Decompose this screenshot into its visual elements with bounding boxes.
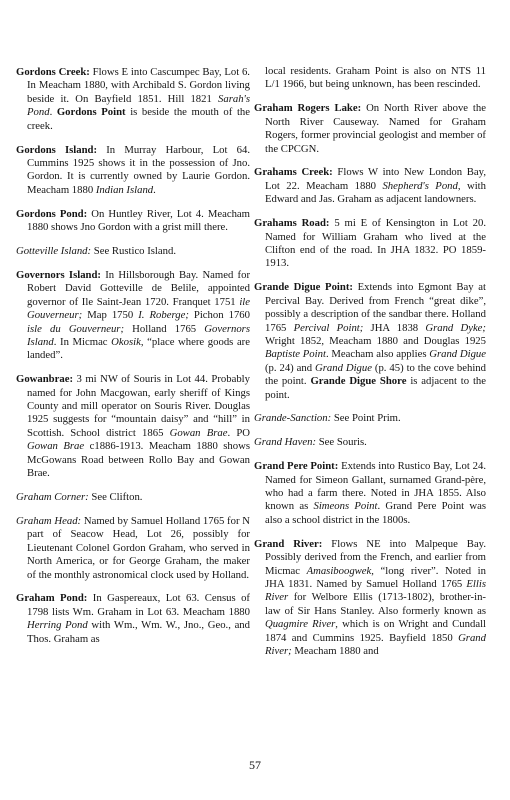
entry-text: . In Micmac (53, 335, 112, 348)
entry-graham-rogers-lake (254, 102, 486, 156)
entry-text: Flows E into Cascumpec Bay, Lot 6. In Meacham 1880, with Archibald S. Gordon living beside it. On Bayfield 1851. Hill 1821 (27, 66, 250, 105)
entry-headword: Grande Digue Shore (310, 375, 407, 388)
italic-name: Grand River; (265, 631, 486, 658)
entry-text: . Meacham also applies (325, 348, 430, 361)
entry-graham-head (16, 515, 250, 582)
italic-name: Ellis River (265, 578, 486, 604)
entry-text: On North River above the North River Causeway. Named for Graham Rogers, former provincial geologist and member of the CPCGN. (265, 102, 486, 155)
entry-text: , “place where goods are landed”. (27, 335, 250, 362)
entry-text: local residents. Graham Point is also on NTS 11 L/1 1966, but being unknown, has been rescinded. (265, 65, 486, 91)
italic-name: Simeons Point (313, 500, 378, 513)
entry-headword: Graham Pond: (16, 592, 88, 605)
entry-headword: Graham Rogers Lake: (254, 102, 362, 115)
entry-text: In Hillsborough Bay. Named for Robert David Gotteville de Belile, appointed governor of Ile Saint-Jean 1720. Franquet 1751 (27, 268, 250, 308)
italic-name: Amasiboogwek (306, 564, 372, 577)
entry-text: JHA 1838 (363, 321, 426, 334)
entry-graham-pond-continued (254, 65, 486, 92)
italic-name: Sarah's Pond (27, 92, 250, 119)
entry-text: See Point Prim. (331, 412, 401, 425)
entry-text: See Rustico Island. (91, 244, 176, 257)
italic-name: Grand Digue (429, 348, 487, 361)
italic-name: Shepherd's Pond (382, 179, 458, 192)
entry-text: Flows NE into Malpeque Bay. Possibly derived from the French, and earlier from Micmac (265, 537, 487, 577)
entry-grand-pere-point (254, 460, 486, 527)
entry-text: 3 mi NW of Souris in Lot 44. Probably named for John Macgowan, early sheriff of Kings County and mill operator on Souris River. Douglas 1925 suggests for “mountain daisy” and “hill” in Scottish. School district 1865 (27, 373, 250, 439)
italic-name: Herring Pond (27, 619, 88, 632)
entry-headword: Gordons Point (56, 106, 126, 119)
entry-text: is adjacent to the point. (265, 375, 487, 401)
entry-text: Named by Samuel Holland 1765 for N part of Seacow Head, Lot 26, possibly for Lieutenant Colonel Gordon Graham, who served in North America, or for George Graham, the maker of the monthly astronomical clock used by Holland. (27, 514, 250, 581)
entry-headword: Grahams Creek: (254, 166, 333, 179)
page-number: 57 (249, 758, 261, 772)
right-column (254, 65, 486, 669)
entry-text: (p. 45) to the cove behind the point. (265, 361, 486, 388)
entry-text: . Grand Pere Point was also a school district in the 1800s. (265, 500, 487, 526)
entry-text: . (49, 106, 57, 119)
italic-name: isle du Gouverneur; (27, 322, 125, 335)
entry-headword: Grahams Road: (254, 217, 330, 230)
entry-text: Map 1750 (82, 309, 139, 322)
entry-text: for Welbore Ellis (1713-1802), brother-in-law of Sir Hans Stanley. Also formerly known as (265, 591, 486, 617)
entry-text: See Souris. (316, 436, 367, 449)
entry-governors-island (16, 269, 250, 363)
entry-text: Extends into Rustico Bay, Lot 24. Named for Simeon Gallant, surnamed Grand-père, who had a farm there. Noted in JHA 1855. Also known as (265, 460, 486, 513)
entry-text: , which is on Wright and Cundall 1874 and Cummins 1925. Bayfield 1850 (265, 618, 487, 644)
entry-text: See Clifton. (88, 490, 143, 503)
entry-gordons-creek (16, 66, 250, 133)
entry-gowanbrae (16, 373, 250, 480)
entry-text: c1886-1913. Meacham 1880 shows McGowans Road between Rollo Bay and Gowan Brae. (27, 440, 250, 480)
entry-gordons-pond (16, 208, 250, 235)
entry-text: Meacham 1880 and (291, 645, 379, 658)
entry-grande-digue-point (254, 281, 486, 402)
entry-text: In Gaspereaux, Lot 63. Census of 1798 lists Wm. Graham in Lot 63. Meacham 1880 (27, 592, 250, 618)
entry-headword: Grand River: (254, 537, 323, 550)
italic-name: ile Gouverneur; (27, 295, 250, 322)
italic-name: Okosik (111, 335, 141, 348)
italic-name: Grand Haven: (254, 436, 317, 449)
entry-text: Wright 1852, Meacham 1880 and Douglas 1925 (265, 334, 486, 347)
italic-name: Indian Island (95, 183, 154, 196)
entry-text: On Huntley River, Lot 4. Meacham 1880 shows Jno Gordon with a grist mill there. (27, 207, 250, 234)
entry-text: . PO (227, 426, 250, 439)
entry-text: Extends into Egmont Bay at Percival Bay. Derived from French “great dike”, possibly a description of the sandbar there. Holland 1765 (265, 281, 486, 334)
italic-name: Grande-Sanction: (254, 412, 332, 425)
entry-graham-pond (16, 592, 250, 646)
entry-headword: Gordons Creek: (16, 66, 90, 78)
left-column (16, 66, 250, 657)
italic-name: Gowan Brae (27, 440, 85, 453)
entry-text: Flows W into New London Bay, Lot 22. Meacham 1880 (265, 166, 486, 192)
italic-name: Governors Island (27, 322, 250, 348)
entry-text: . (153, 183, 156, 196)
italic-name: Baptiste Point (265, 348, 326, 361)
italic-name: Gotteville Island: (16, 244, 92, 257)
italic-name: Percival Point; (293, 321, 364, 334)
entry-grande-sanction (254, 412, 486, 425)
entry-headword: Grande Digue Point: (254, 281, 353, 294)
entry-text: , with Edward and Jas. Graham as adjacent landowners. (265, 179, 486, 206)
entry-grahams-road (254, 217, 486, 271)
italic-name: I. Roberge; (138, 309, 189, 322)
entry-headword: Gowanbrae: (16, 373, 73, 386)
entry-headword: Gordons Island: (16, 143, 98, 156)
entry-text: (p. 24) and (265, 361, 316, 374)
entry-text: 5 mi E of Kensington in Lot 20. Named for William Graham who lived at the Clifton end of the road. In JHA 1832. PO 1859-1913. (265, 217, 486, 270)
italic-name: Grand Dyke; (425, 321, 486, 334)
entry-headword: Gordons Pond: (16, 207, 88, 220)
entry-gordons-island (16, 144, 250, 198)
italic-name: Grand Digue (315, 361, 372, 374)
italic-name: Graham Corner: (16, 490, 89, 503)
entry-text: Pichon 1760 (188, 309, 250, 322)
entry-grand-haven (254, 436, 486, 449)
entry-headword: Grand Pere Point: (254, 460, 339, 473)
entry-text: , “long river”. Noted in JHA 1831. Named by Samuel Holland 1765 (265, 564, 486, 590)
entry-text: In Murray Harbour, Lot 64. Cummins 1925 shows it in the possession of Jno. Gordon. It is currently owned by Laurie Gordon. Meacham 1880 (27, 143, 250, 196)
entry-grahams-creek (254, 166, 486, 206)
entry-text: Holland 1765 (124, 322, 205, 335)
italic-name: Graham Head: (16, 514, 82, 527)
entry-text: with Wm., Wm. W., Jno., Geo., and Thos. Graham as (27, 619, 250, 645)
entry-headword: Governors Island: (16, 268, 101, 281)
entry-gotteville-island (16, 245, 250, 258)
entry-text: is beside the mouth of the creek. (27, 106, 250, 132)
italic-name: Quagmire River (265, 618, 336, 631)
entry-grand-river (254, 538, 486, 659)
entry-graham-corner (16, 491, 250, 504)
italic-name: Gowan Brae (169, 426, 228, 439)
